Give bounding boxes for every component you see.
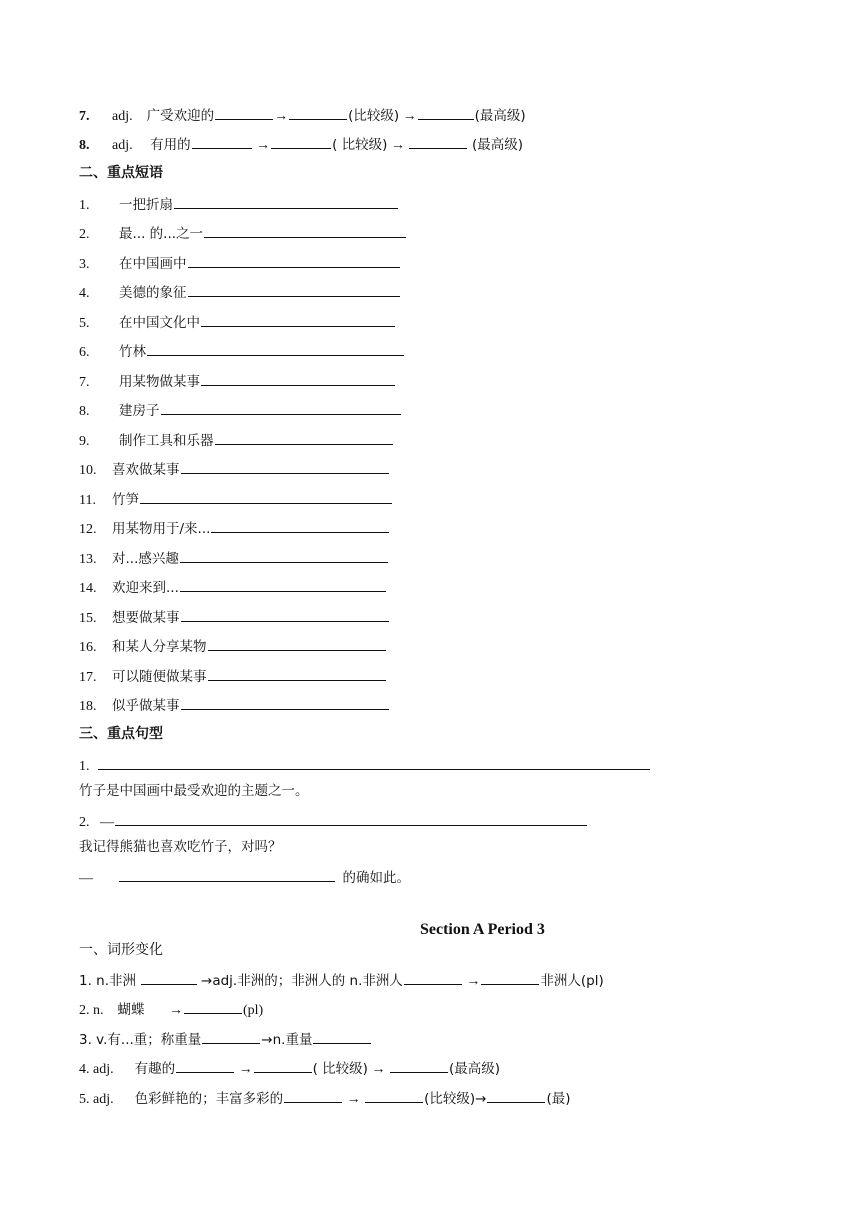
vocab-item-7: 7. adj. 广受欢迎的 → (比较级) → (最高级) [79, 104, 526, 127]
sentence-3 [79, 866, 410, 889]
sentence-2 [79, 810, 588, 833]
part-of-speech: adj. [112, 109, 133, 124]
phrase-item [79, 458, 390, 481]
phrase-item [79, 399, 402, 422]
phrase-text: 和某人分享某物 [112, 639, 207, 655]
word-form-item-3 [79, 1028, 372, 1051]
comparative-label: ( 比较级) [332, 137, 388, 153]
phrase-text: 竹林 [119, 344, 146, 360]
answer-blank[interactable] [181, 458, 389, 474]
section-heading-phrases: 二、重点短语 [79, 165, 163, 181]
item-text: (比较级)→ [424, 1091, 487, 1107]
phrase-item [79, 252, 401, 275]
answer-blank[interactable] [208, 665, 386, 681]
phrase-item [79, 340, 405, 363]
item-number: 2. [79, 227, 90, 242]
answer-blank[interactable] [140, 488, 392, 504]
part-of-speech: adj. [112, 138, 133, 153]
word-form-item-2: 2. n. 蝴蝶 → (pl) [79, 998, 263, 1021]
answer-blank[interactable] [487, 1087, 545, 1103]
item-number: 1. [79, 198, 90, 213]
answer-blank[interactable] [409, 133, 467, 149]
answer-blank[interactable] [181, 694, 389, 710]
answer-blank[interactable] [284, 1087, 342, 1103]
answer-blank[interactable] [208, 635, 386, 651]
answer-blank[interactable] [119, 866, 335, 882]
vocab-item-8: 8. adj. 有用的 → ( 比较级) → (最高级) [79, 133, 523, 156]
item-number: 5. [79, 316, 90, 331]
sentence-1-translation: 竹子是中国画中最受欢迎的主题之一。 [79, 783, 309, 799]
phrase-text: 喜欢做某事 [112, 462, 180, 478]
answer-blank[interactable] [115, 810, 587, 826]
item-number: 8. [79, 138, 90, 153]
dash: — [100, 815, 114, 830]
item-text: 2. n. [79, 1003, 104, 1018]
answer-blank[interactable] [180, 547, 388, 563]
item-number: 1. [79, 759, 90, 774]
item-number: 11. [79, 493, 96, 508]
section-heading-word-forms: 一、词形变化 [79, 942, 163, 958]
answer-blank[interactable] [176, 1057, 234, 1073]
item-number: 9. [79, 434, 90, 449]
answer-blank[interactable] [404, 969, 462, 985]
item-text: 非洲人(pl) [540, 973, 604, 989]
sentence-tail: 的确如此。 [342, 870, 410, 886]
phrase-text: 可以随便做某事 [112, 669, 207, 685]
phrase-text: 在中国文化中 [119, 315, 200, 331]
phrase-item [79, 635, 387, 658]
phrase-item [79, 488, 393, 511]
answer-blank[interactable] [188, 281, 400, 297]
phrase-item [79, 606, 390, 629]
answer-blank[interactable] [215, 429, 393, 445]
answer-blank[interactable] [147, 340, 404, 356]
dash: — [79, 871, 93, 886]
phrase-text: 在中国画中 [119, 256, 187, 272]
phrase-item [79, 193, 399, 216]
phrase-text: 对...感兴趣 [112, 551, 179, 567]
phrase-text: 建房子 [119, 403, 160, 419]
item-text: →n.重量 [261, 1032, 313, 1048]
phrase-item [79, 281, 401, 304]
superlative-label: (最高级) [471, 137, 523, 153]
item-text: (pl) [243, 1003, 264, 1018]
superlative-label: (最高级) [474, 108, 526, 124]
sentence-1 [79, 754, 651, 777]
answer-blank[interactable] [390, 1057, 448, 1073]
item-text: (最) [546, 1091, 571, 1107]
answer-blank[interactable] [365, 1087, 423, 1103]
item-text: 有趣的 [134, 1061, 176, 1077]
phrase-item [79, 694, 390, 717]
item-text: 3. v.有...重；称重量 [79, 1032, 202, 1048]
phrase-text: 欢迎来到... [112, 580, 179, 596]
section-title: Section A Period 3 [420, 921, 545, 938]
item-text: 4. adj. [79, 1062, 114, 1077]
item-number: 14. [79, 581, 97, 596]
answer-blank[interactable] [202, 1028, 260, 1044]
answer-blank[interactable] [188, 252, 400, 268]
answer-blank[interactable] [201, 370, 395, 386]
answer-blank[interactable] [184, 998, 242, 1014]
item-text: →adj.非洲的；非洲人的 n.非洲人 [201, 973, 403, 989]
phrase-text: 制作工具和乐器 [119, 433, 214, 449]
word-form-item-5: 5. adj. 色彩鲜艳的；丰富多彩的 → (比较级)→ (最) [79, 1087, 571, 1110]
answer-blank[interactable] [201, 311, 395, 327]
phrase-item [79, 576, 387, 599]
answer-blank[interactable] [271, 133, 331, 149]
item-number: 18. [79, 699, 97, 714]
answer-blank[interactable] [181, 606, 389, 622]
phrase-item [79, 547, 389, 570]
item-number: 3. [79, 257, 90, 272]
phrase-text: 竹笋 [112, 492, 139, 508]
answer-blank[interactable] [161, 399, 401, 415]
answer-blank[interactable] [192, 133, 252, 149]
word-meaning: 有用的 [150, 137, 191, 153]
answer-blank[interactable] [98, 754, 650, 770]
answer-blank[interactable] [289, 104, 347, 120]
item-number: 13. [79, 552, 97, 567]
item-text: 1. n.非洲 [79, 973, 137, 989]
phrase-text: 最... 的...之一 [119, 226, 204, 242]
item-text: 蝴蝶 [117, 1002, 145, 1018]
item-text: 5. adj. [79, 1092, 114, 1107]
item-number: 4. [79, 286, 90, 301]
answer-blank[interactable] [211, 517, 389, 533]
phrase-item [79, 429, 394, 452]
item-number: 12. [79, 522, 97, 537]
item-number: 17. [79, 670, 97, 685]
answer-blank[interactable] [418, 104, 474, 120]
answer-blank[interactable] [215, 104, 273, 120]
item-number: 2. [79, 815, 90, 830]
answer-blank[interactable] [141, 969, 197, 985]
answer-blank[interactable] [481, 969, 539, 985]
item-number: 16. [79, 640, 97, 655]
phrase-text: 用某物做某事 [119, 374, 200, 390]
phrase-text: 似乎做某事 [112, 698, 180, 714]
phrase-text: 用某物用于/来... [112, 521, 211, 537]
answer-blank[interactable] [313, 1028, 371, 1044]
word-meaning: 广受欢迎的 [146, 108, 215, 124]
phrase-text: 美德的象征 [119, 285, 187, 301]
item-number: 6. [79, 345, 90, 360]
phrase-item [79, 665, 387, 688]
item-number: 7. [79, 109, 90, 124]
item-number: 8. [79, 404, 90, 419]
section-heading-sentences: 三、重点句型 [79, 726, 163, 742]
item-text: 色彩鲜艳的；丰富多彩的 [134, 1091, 284, 1107]
answer-blank[interactable] [174, 193, 398, 209]
answer-blank[interactable] [254, 1057, 312, 1073]
item-text: (最高级) [448, 1061, 500, 1077]
answer-blank[interactable] [180, 576, 386, 592]
sentence-2-translation: 我记得熊猫也喜欢吃竹子，对吗？ [79, 839, 282, 855]
phrase-item [79, 370, 396, 393]
phrase-text: 一把折扇 [119, 197, 173, 213]
item-number: 7. [79, 375, 90, 390]
phrase-item [79, 222, 407, 245]
phrase-item [79, 517, 390, 540]
item-text: ( 比较级) [312, 1061, 368, 1077]
item-number: 15. [79, 611, 97, 626]
answer-blank[interactable] [204, 222, 406, 238]
word-form-item-4: 4. adj. 有趣的 → ( 比较级) → (最高级) [79, 1057, 500, 1080]
word-form-item-1: 1. n.非洲 →adj.非洲的；非洲人的 n.非洲人 → 非洲人(pl) [79, 969, 604, 992]
item-number: 10. [79, 463, 97, 478]
phrase-item [79, 311, 396, 334]
phrase-text: 想要做某事 [112, 610, 180, 626]
comparative-label: (比较级) [348, 108, 400, 124]
